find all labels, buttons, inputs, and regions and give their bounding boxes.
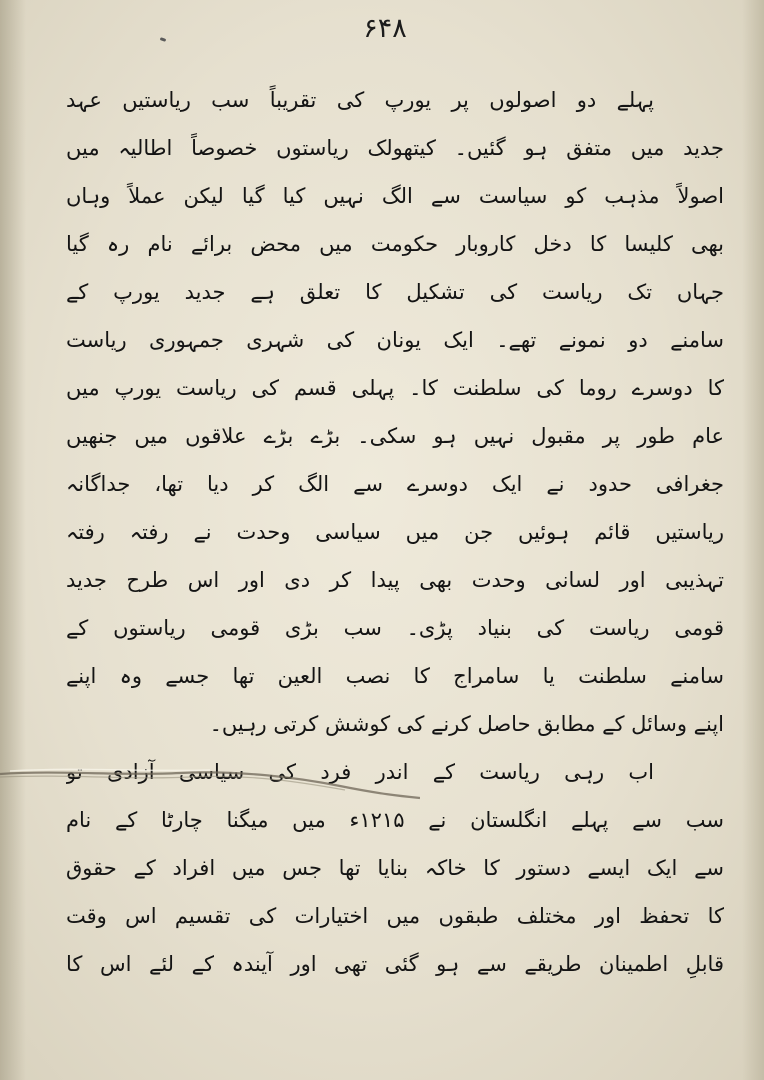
text-line: تہذیبی اور لسانی وحدت بھی پیدا کر دی اور اس طرح جدید — [66, 568, 724, 592]
text-line: جدید میں متفق ہو گئیں۔ کیتھولک ریاستوں خصوصاً اطالیہ میں — [66, 136, 724, 160]
page-shadow-right — [742, 0, 764, 1080]
text-line: جہاں تک ریاست کی تشکیل کا تعلق ہے جدید یورپ کے — [66, 280, 724, 304]
text-line: اپنے وسائل کے مطابق حاصل کرنے کی کوشش کرتی رہیں۔ — [209, 712, 724, 736]
text-line: کا دوسرے روما کی سلطنت کا۔ پہلی قسم کی ریاست یورپ میں — [66, 376, 724, 400]
body-text — [66, 76, 724, 988]
text-line: قومی ریاست کی بنیاد پڑی۔ سب بڑی قومی ریاستوں کے — [66, 616, 724, 640]
text-line: سامنے سلطنت یا سامراج کا نصب العین تھا جسے وہ اپنے — [66, 664, 724, 688]
text-line: کا تحفظ اور مختلف طبقوں میں اختیارات کی تقسیم اس وقت — [66, 904, 724, 928]
text-line: اب رہی ریاست کے اندر فرد کی سیاسی آزادی تو — [66, 760, 654, 784]
page-shadow-left — [0, 0, 26, 1080]
text-line: پہلے دو اصولوں پر یورپ کی تقریباً سب ریاستیں عہد — [66, 88, 654, 112]
text-line: سامنے دو نمونے تھے۔ ایک یونان کی شہری جمہوری ریاست — [66, 328, 724, 352]
text-line: عام طور پر مقبول نہیں ہو سکی۔ بڑے بڑے علاقوں میں جنھیں — [66, 424, 724, 448]
text-line: ریاستیں قائم ہوئیں جن میں سیاسی وحدت نے رفتہ رفتہ — [66, 520, 724, 544]
text-line: سے ایک ایسے دستور کا خاکہ بنایا تھا جس میں افراد کے حقوق — [66, 856, 724, 880]
ink-mark — [160, 37, 167, 42]
text-line: قابلِ اطمینان طریقے سے ہو گئی تھی اور آیندہ کے لئے اس کا — [66, 952, 724, 976]
text-line: جغرافی حدود نے ایک دوسرے سے الگ کر دیا تھا، جداگانہ — [66, 472, 724, 496]
text-line: سب سے پہلے انگلستان نے ۱۲۱۵ء میں میگنا چارٹا کے نام — [66, 808, 724, 832]
text-line: بھی کلیسا کا دخل کاروبار حکومت میں محض برائے نام رہ گیا — [66, 232, 724, 256]
text-line: اصولاً مذہب کو سیاست سے الگ نہیں کیا گیا لیکن عملاً وہاں — [66, 184, 724, 208]
page-number: ۶۴۸ — [363, 13, 407, 44]
